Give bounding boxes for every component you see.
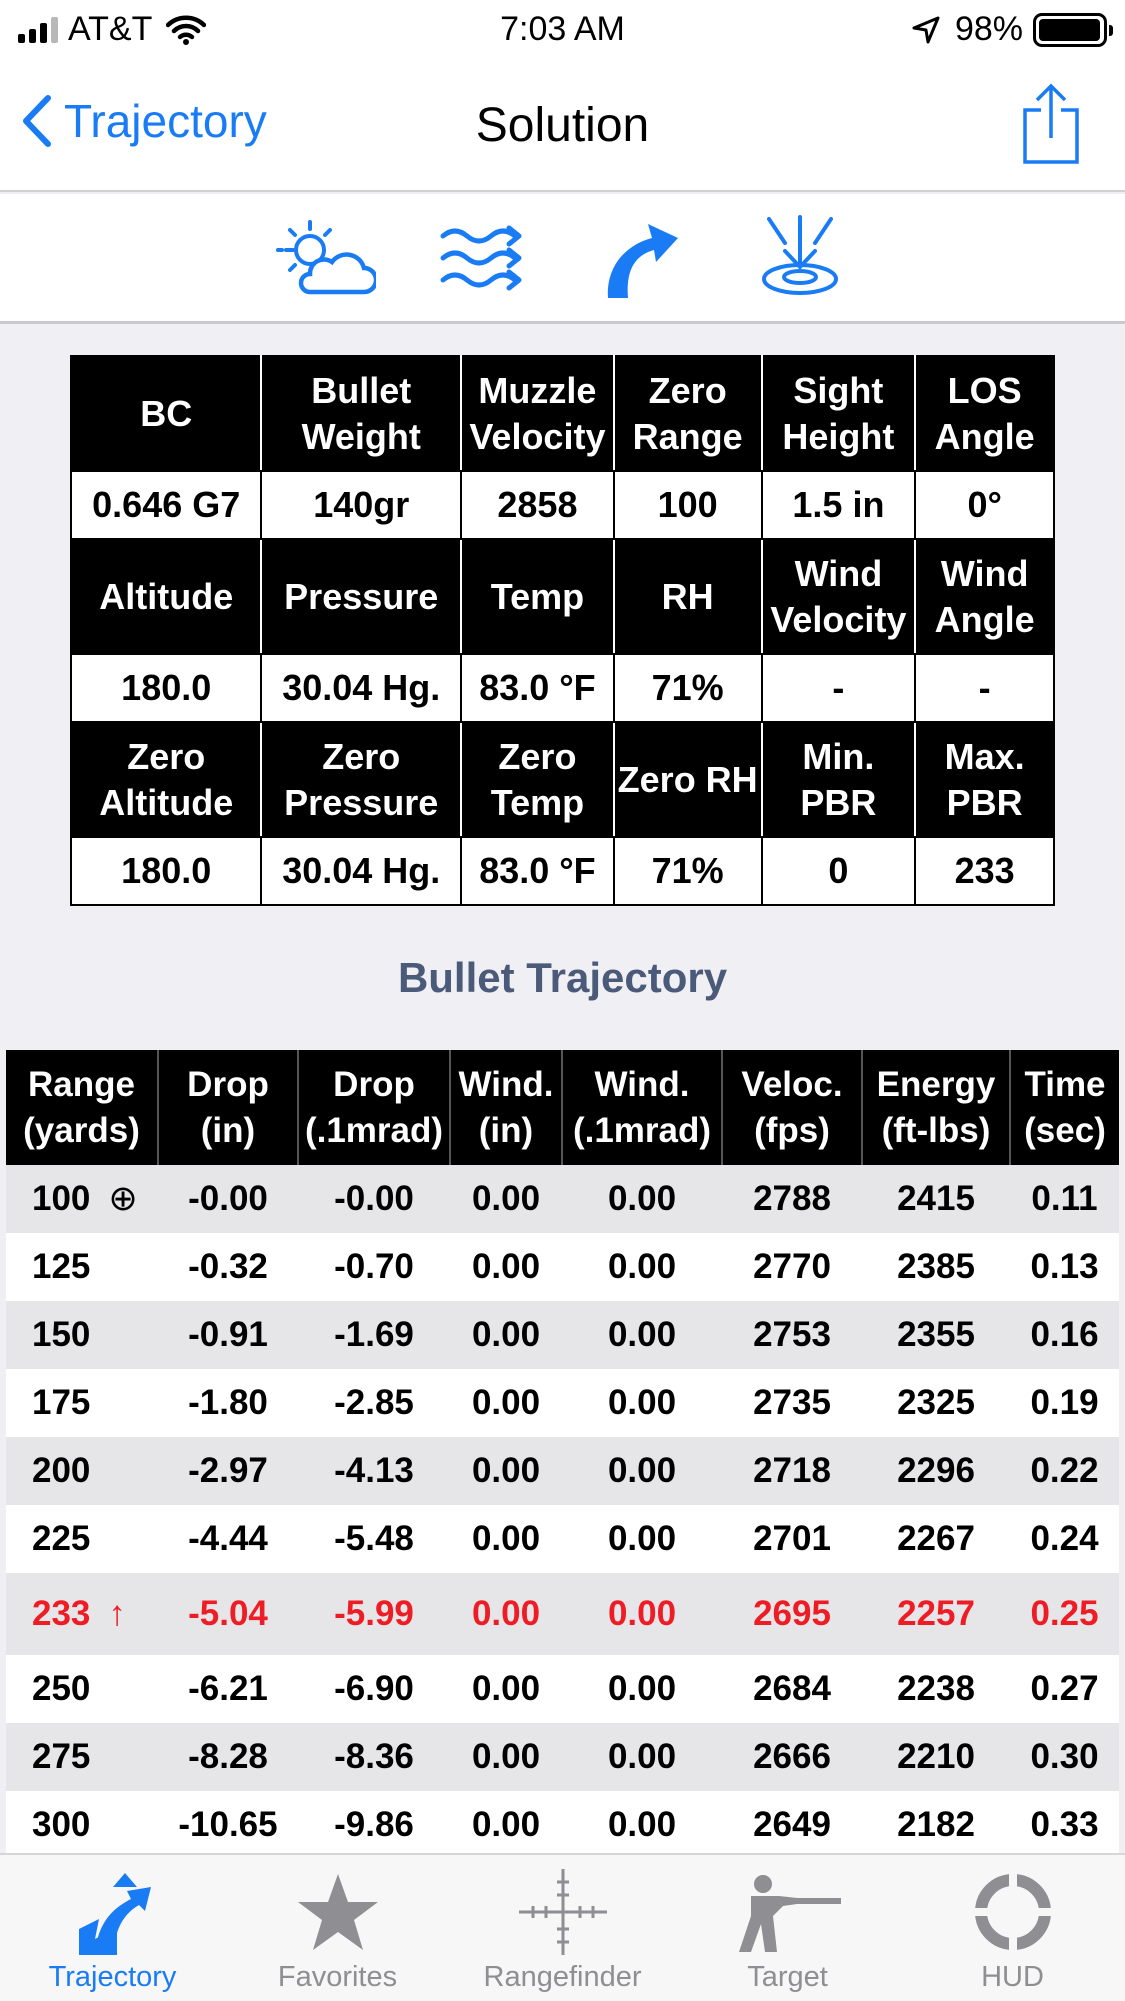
cell-wind-mrad: 0.00 bbox=[562, 1655, 722, 1723]
range-value: 175 bbox=[32, 1383, 91, 1422]
cell-time: 0.19 bbox=[1010, 1369, 1119, 1437]
params-header-row bbox=[71, 356, 1054, 471]
cell-energy: 2355 bbox=[862, 1301, 1010, 1369]
cell-drop-in: -4.44 bbox=[158, 1505, 298, 1573]
table-row[interactable] bbox=[6, 1233, 1119, 1301]
param-value: 83.0 °F bbox=[461, 654, 614, 722]
param-header: Pressure bbox=[261, 539, 461, 654]
cell-time: 0.30 bbox=[1010, 1723, 1119, 1791]
table-row[interactable] bbox=[6, 1437, 1119, 1505]
param-value: 0 bbox=[762, 837, 916, 905]
cell-veloc: 2684 bbox=[722, 1655, 862, 1723]
table-row[interactable] bbox=[6, 1573, 1119, 1655]
section-title: Bullet Trajectory bbox=[397, 954, 728, 1001]
cell-drop-mrad: -5.99 bbox=[298, 1573, 450, 1655]
zero-marker-icon: ⊕ bbox=[108, 1179, 138, 1218]
cell-time: 0.22 bbox=[1010, 1437, 1119, 1505]
cell-wind-in: 0.00 bbox=[450, 1369, 562, 1437]
tab-target[interactable] bbox=[675, 1855, 900, 2001]
tab-label: Rangefinder bbox=[483, 1961, 642, 1993]
cell-wind-mrad: 0.00 bbox=[562, 1369, 722, 1437]
param-header: Max. PBR bbox=[915, 722, 1054, 837]
share-button[interactable] bbox=[1021, 82, 1081, 171]
cell-drop-mrad: -1.69 bbox=[298, 1301, 450, 1369]
column-header: Wind. (.1mrad) bbox=[562, 1050, 722, 1165]
param-header: Wind Angle bbox=[915, 539, 1054, 654]
cell-veloc: 2718 bbox=[722, 1437, 862, 1505]
column-header: Range (yards) bbox=[6, 1050, 158, 1165]
cell-wind-in: 0.00 bbox=[450, 1165, 562, 1233]
param-value: 30.04 Hg. bbox=[261, 837, 461, 905]
param-value: 71% bbox=[614, 654, 762, 722]
param-header: Zero Pressure bbox=[261, 722, 461, 837]
range-cell bbox=[6, 1791, 158, 1853]
param-header: Zero RH bbox=[614, 722, 762, 837]
range-cell bbox=[6, 1573, 158, 1655]
params-value-row bbox=[71, 837, 1054, 905]
cell-energy: 2210 bbox=[862, 1723, 1010, 1791]
cell-wind-mrad: 0.00 bbox=[562, 1301, 722, 1369]
cell-wind-in: 0.00 bbox=[450, 1723, 562, 1791]
table-row[interactable] bbox=[6, 1791, 1119, 1853]
cell-veloc: 2788 bbox=[722, 1165, 862, 1233]
cell-wind-mrad: 0.00 bbox=[562, 1437, 722, 1505]
range-value: 275 bbox=[32, 1737, 91, 1776]
cell-energy: 2257 bbox=[862, 1573, 1010, 1655]
shooter-icon bbox=[733, 1872, 843, 1952]
target-drop-icon bbox=[755, 213, 845, 303]
range-value: 250 bbox=[32, 1669, 91, 1708]
trajectory-icon bbox=[75, 1869, 151, 1955]
angle-button[interactable] bbox=[592, 208, 692, 308]
tab-bar bbox=[0, 1853, 1125, 2001]
weather-button[interactable] bbox=[276, 208, 376, 308]
param-header: Zero Range bbox=[614, 356, 762, 471]
cell-energy: 2238 bbox=[862, 1655, 1010, 1723]
tab-label: HUD bbox=[981, 1961, 1044, 1993]
cell-veloc: 2753 bbox=[722, 1301, 862, 1369]
param-header: Zero Temp bbox=[461, 722, 614, 837]
param-value: 1.5 in bbox=[762, 471, 916, 539]
param-value: 2858 bbox=[461, 471, 614, 539]
cell-wind-in: 0.00 bbox=[450, 1437, 562, 1505]
params-value-row bbox=[71, 471, 1054, 539]
crosshair-icon bbox=[517, 1867, 609, 1957]
cell-drop-mrad: -2.85 bbox=[298, 1369, 450, 1437]
table-row[interactable] bbox=[6, 1505, 1119, 1573]
cell-energy: 2415 bbox=[862, 1165, 1010, 1233]
cell-time: 0.13 bbox=[1010, 1233, 1119, 1301]
param-value: 71% bbox=[614, 837, 762, 905]
range-value: 300 bbox=[32, 1805, 91, 1844]
cell-veloc: 2666 bbox=[722, 1723, 862, 1791]
param-value: 100 bbox=[614, 471, 762, 539]
cell-wind-mrad: 0.00 bbox=[562, 1723, 722, 1791]
tab-hud[interactable] bbox=[900, 1855, 1125, 2001]
cell-drop-in: -0.91 bbox=[158, 1301, 298, 1369]
tab-rangefinder[interactable] bbox=[450, 1855, 675, 2001]
table-row[interactable] bbox=[6, 1369, 1119, 1437]
hud-icon bbox=[973, 1872, 1053, 1952]
cell-time: 0.25 bbox=[1010, 1573, 1119, 1655]
cell-wind-mrad: 0.00 bbox=[562, 1505, 722, 1573]
range-cell bbox=[6, 1301, 158, 1369]
params-value-row bbox=[71, 654, 1054, 722]
cell-time: 0.11 bbox=[1010, 1165, 1119, 1233]
range-cell bbox=[6, 1723, 158, 1791]
weather-icon bbox=[276, 216, 376, 300]
cell-drop-in: -10.65 bbox=[158, 1791, 298, 1853]
range-cell bbox=[6, 1369, 158, 1437]
parameters-table bbox=[70, 355, 1055, 906]
range-cell bbox=[6, 1655, 158, 1723]
tab-favorites[interactable] bbox=[225, 1855, 450, 2001]
cell-drop-in: -6.21 bbox=[158, 1655, 298, 1723]
param-header: Zero Altitude bbox=[71, 722, 261, 837]
angle-icon bbox=[602, 216, 682, 300]
max-pbr-marker-icon: ↑ bbox=[108, 1594, 126, 1633]
star-icon bbox=[296, 1872, 380, 1952]
param-header: Wind Velocity bbox=[762, 539, 916, 654]
param-header: Temp bbox=[461, 539, 614, 654]
cell-wind-in: 0.00 bbox=[450, 1655, 562, 1723]
cell-drop-in: -1.80 bbox=[158, 1369, 298, 1437]
param-header: Altitude bbox=[71, 539, 261, 654]
tab-trajectory[interactable] bbox=[0, 1855, 225, 2001]
param-value: 140gr bbox=[261, 471, 461, 539]
cell-drop-mrad: -0.70 bbox=[298, 1233, 450, 1301]
cell-energy: 2267 bbox=[862, 1505, 1010, 1573]
cell-wind-mrad: 0.00 bbox=[562, 1791, 722, 1853]
carrier-label: AT&T bbox=[68, 10, 153, 48]
param-value: - bbox=[762, 654, 916, 722]
trajectory-body bbox=[6, 1165, 1119, 1853]
param-header: LOS Angle bbox=[915, 356, 1054, 471]
param-value: 30.04 Hg. bbox=[261, 654, 461, 722]
page-title: Solution bbox=[475, 99, 650, 152]
param-value: 180.0 bbox=[71, 654, 261, 722]
column-header: Drop (in) bbox=[158, 1050, 298, 1165]
param-header: Sight Height bbox=[762, 356, 916, 471]
cell-wind-in: 0.00 bbox=[450, 1233, 562, 1301]
back-label: Trajectory bbox=[64, 95, 267, 147]
param-header: RH bbox=[614, 539, 762, 654]
cell-drop-in: -0.32 bbox=[158, 1233, 298, 1301]
cell-drop-in: -0.00 bbox=[158, 1165, 298, 1233]
range-cell bbox=[6, 1437, 158, 1505]
param-header: Muzzle Velocity bbox=[461, 356, 614, 471]
cell-energy: 2325 bbox=[862, 1369, 1010, 1437]
cell-drop-mrad: -6.90 bbox=[298, 1655, 450, 1723]
column-header: Drop (.1mrad) bbox=[298, 1050, 450, 1165]
cell-drop-mrad: -5.48 bbox=[298, 1505, 450, 1573]
cell-time: 0.33 bbox=[1010, 1791, 1119, 1853]
tab-label: Target bbox=[747, 1961, 828, 1993]
battery-icon bbox=[1033, 13, 1107, 47]
trajectory-scroll-area[interactable] bbox=[6, 1050, 1119, 1853]
param-value: 180.0 bbox=[71, 837, 261, 905]
status-bar bbox=[0, 0, 1125, 62]
range-value: 200 bbox=[32, 1451, 91, 1490]
cell-wind-mrad: 0.00 bbox=[562, 1233, 722, 1301]
table-row[interactable] bbox=[6, 1165, 1119, 1233]
battery-fill bbox=[1039, 19, 1100, 41]
params-header-row bbox=[71, 722, 1054, 837]
cell-time: 0.27 bbox=[1010, 1655, 1119, 1723]
cell-wind-in: 0.00 bbox=[450, 1791, 562, 1853]
range-cell bbox=[6, 1505, 158, 1573]
param-value: - bbox=[915, 654, 1054, 722]
share-icon bbox=[1021, 82, 1081, 166]
cell-drop-mrad: -4.13 bbox=[298, 1437, 450, 1505]
column-header: Energy (ft-lbs) bbox=[862, 1050, 1010, 1165]
range-cell bbox=[6, 1233, 158, 1301]
range-cell bbox=[6, 1165, 158, 1233]
column-header: Veloc. (fps) bbox=[722, 1050, 862, 1165]
target-drop-button[interactable] bbox=[750, 208, 850, 308]
param-header: Min. PBR bbox=[762, 722, 916, 837]
cell-veloc: 2695 bbox=[722, 1573, 862, 1655]
range-value: 233 bbox=[32, 1594, 91, 1633]
cell-veloc: 2701 bbox=[722, 1505, 862, 1573]
column-header: Wind. (in) bbox=[450, 1050, 562, 1165]
nav-bar bbox=[0, 62, 1125, 192]
range-value: 150 bbox=[32, 1315, 91, 1354]
cell-drop-in: -8.28 bbox=[158, 1723, 298, 1791]
param-value: 0° bbox=[915, 471, 1054, 539]
cell-time: 0.16 bbox=[1010, 1301, 1119, 1369]
cell-drop-mrad: -0.00 bbox=[298, 1165, 450, 1233]
range-value: 225 bbox=[32, 1519, 91, 1558]
cell-veloc: 2649 bbox=[722, 1791, 862, 1853]
cell-drop-in: -2.97 bbox=[158, 1437, 298, 1505]
cell-drop-mrad: -8.36 bbox=[298, 1723, 450, 1791]
param-value: 233 bbox=[915, 837, 1054, 905]
cell-wind-mrad: 0.00 bbox=[562, 1573, 722, 1655]
wind-icon bbox=[439, 218, 529, 298]
wind-button[interactable] bbox=[434, 208, 534, 308]
cell-energy: 2296 bbox=[862, 1437, 1010, 1505]
table-row[interactable] bbox=[6, 1655, 1119, 1723]
battery-percent: 98% bbox=[954, 10, 1023, 48]
tool-bar bbox=[0, 194, 1125, 324]
cell-veloc: 2770 bbox=[722, 1233, 862, 1301]
column-header: Time (sec) bbox=[1010, 1050, 1119, 1165]
param-header: BC bbox=[71, 356, 261, 471]
location-arrow-icon bbox=[911, 15, 941, 45]
cell-veloc: 2735 bbox=[722, 1369, 862, 1437]
range-value: 100 bbox=[32, 1179, 91, 1218]
cell-wind-mrad: 0.00 bbox=[562, 1165, 722, 1233]
params-header-row bbox=[71, 539, 1054, 654]
tab-label: Favorites bbox=[277, 1961, 398, 1993]
status-right bbox=[911, 10, 1107, 49]
table-row[interactable] bbox=[6, 1301, 1119, 1369]
cell-time: 0.24 bbox=[1010, 1505, 1119, 1573]
cell-energy: 2385 bbox=[862, 1233, 1010, 1301]
status-time: 7:03 AM bbox=[500, 10, 625, 48]
cell-wind-in: 0.00 bbox=[450, 1505, 562, 1573]
range-value: 125 bbox=[32, 1247, 91, 1286]
param-header: Bullet Weight bbox=[261, 356, 461, 471]
cell-wind-in: 0.00 bbox=[450, 1301, 562, 1369]
trajectory-table bbox=[6, 1050, 1119, 1853]
cell-drop-in: -5.04 bbox=[158, 1573, 298, 1655]
cell-energy: 2182 bbox=[862, 1791, 1010, 1853]
cell-drop-mrad: -9.86 bbox=[298, 1791, 450, 1853]
tab-label: Trajectory bbox=[48, 1961, 177, 1993]
param-value: 83.0 °F bbox=[461, 837, 614, 905]
cell-wind-in: 0.00 bbox=[450, 1573, 562, 1655]
trajectory-header-row bbox=[6, 1050, 1119, 1165]
table-row[interactable] bbox=[6, 1723, 1119, 1791]
param-value: 0.646 G7 bbox=[71, 471, 261, 539]
